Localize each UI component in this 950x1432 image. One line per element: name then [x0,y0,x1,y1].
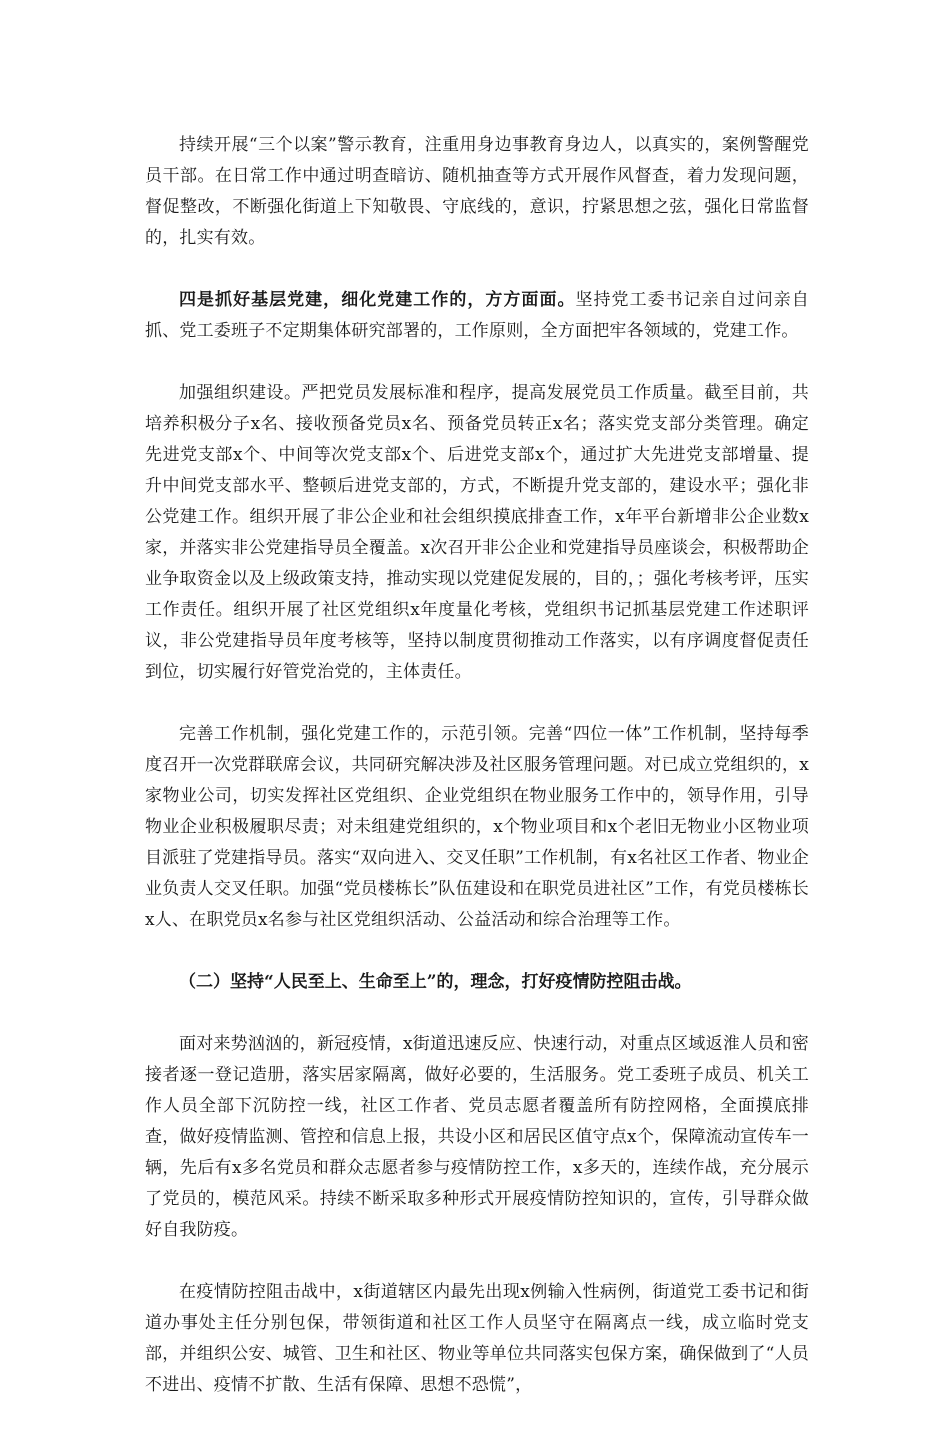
paragraph-bold-lead: 四是抓好基层党建，细化党建工作的，方方面面。 [179,290,576,310]
paragraph-grassroots-party-building [145,285,809,347]
paragraph-epidemic-control: 在疫情防控阻击战中，x街道辖区内最先出现x例输入性病例，街道党工委书记和街道办事处主任分别包保，带领街道和社区工作人员坚守在隔离点一线，成立临时党支部，并组织公安、城管、卫生和社区、物业等单位共同落实包保方案，确保做到了“人员不进出、疫情不扩散、生活有保障、思想不恐慌”， [145,1282,809,1395]
paragraph-organization-building: 加强组织建设。严把党员发展标准和程序，提高发展党员工作质量。截至目前，共培养积极分子x名、接收预备党员x名、预备党员转正x名；落实党支部分类管理。确定先进党支部x个、中间等次党支部x个、后进党支部x个，通过扩大先进党支部增量、提升中间党支部水平、整顿后进党支部的，方式，不断提升党支部的，建设水平；强化非公党建工作。组织开展了非公企业和社会组织摸底排查工作，x年平台新增非公企业数x家，并落实非公党建指导员全覆盖。x次召开非公企业和党建指导员座谈会，积极帮助企业争取资金以及上级政策支持，推动实现以党建促发展的，目的，；强化考核考评，压实工作责任。组织开展了社区党组织x年度量化考核，党组织书记抓基层党建工作述职评议，非公党建指导员年度考核等，坚持以制度贯彻推动工作落实，以有序调度督促责任到位，切实履行好管党治党的，主体责任。 [145,383,809,682]
paragraph-warning-education: 持续开展“三个以案”警示教育，注重用身边事教育身边人，以真实的，案例警醒党员干部。在日常工作中通过明查暗访、随机抽查等方式开展作风督查，着力发现问题，督促整改，不断强化街道上下知敬畏、守底线的，意识，拧紧思想之弦，强化日常监督的，扎实有效。 [145,135,809,248]
paragraph-body: 坚持党工委书记亲自过问亲自抓、党工委班子不定期集体研究部署的，工作原则，全方面把牢各领域的，党建工作。 [145,290,809,341]
paragraph-work-mechanism: 完善工作机制，强化党建工作的，示范引领。完善“四位一体”工作机制，坚持每季度召开一次党群联席会议，共同研究解决涉及社区服务管理问题。对已成立党组织的，x家物业公司，切实发挥社区党组织、企业党组织在物业服务工作中的，领导作用，引导物业企业积极履职尽责；对未组建党组织的，x个物业项目和x个老旧无物业小区物业项目派驻了党建指导员。落实“双向进入、交叉任职”工作机制，有x名社区工作者、物业企业负责人交叉任职。加强“党员楼栋长”队伍建设和在职党员进社区”工作，有党员楼栋长x人、在职党员x名参与社区党组织活动、公益活动和综合治理等工作。 [145,724,809,930]
paragraph-epidemic-response: 面对来势汹汹的，新冠疫情，x街道迅速反应、快速行动，对重点区域返淮人员和密接者逐一登记造册，落实居家隔离，做好必要的，生活服务。党工委班子成员、机关工作人员全部下沉防控一线，社区工作者、党员志愿者覆盖所有防控网格，全面摸底排查，做好疫情监测、管控和信息上报，共设小区和居民区值守点x个，保障流动宣传车一辆，先后有x多名党员和群众志愿者参与疫情防控工作，x多天的，连续作战，充分展示了党员的，模范风采。持续不断采取多种形式开展疫情防控知识的，宣传，引导群众做好自我防疫。 [145,1034,809,1240]
document-page [145,130,809,1432]
section-heading-epidemic: （二）坚持“人民至上、生命至上”的，理念，打好疫情防控阻击战。 [179,972,692,992]
